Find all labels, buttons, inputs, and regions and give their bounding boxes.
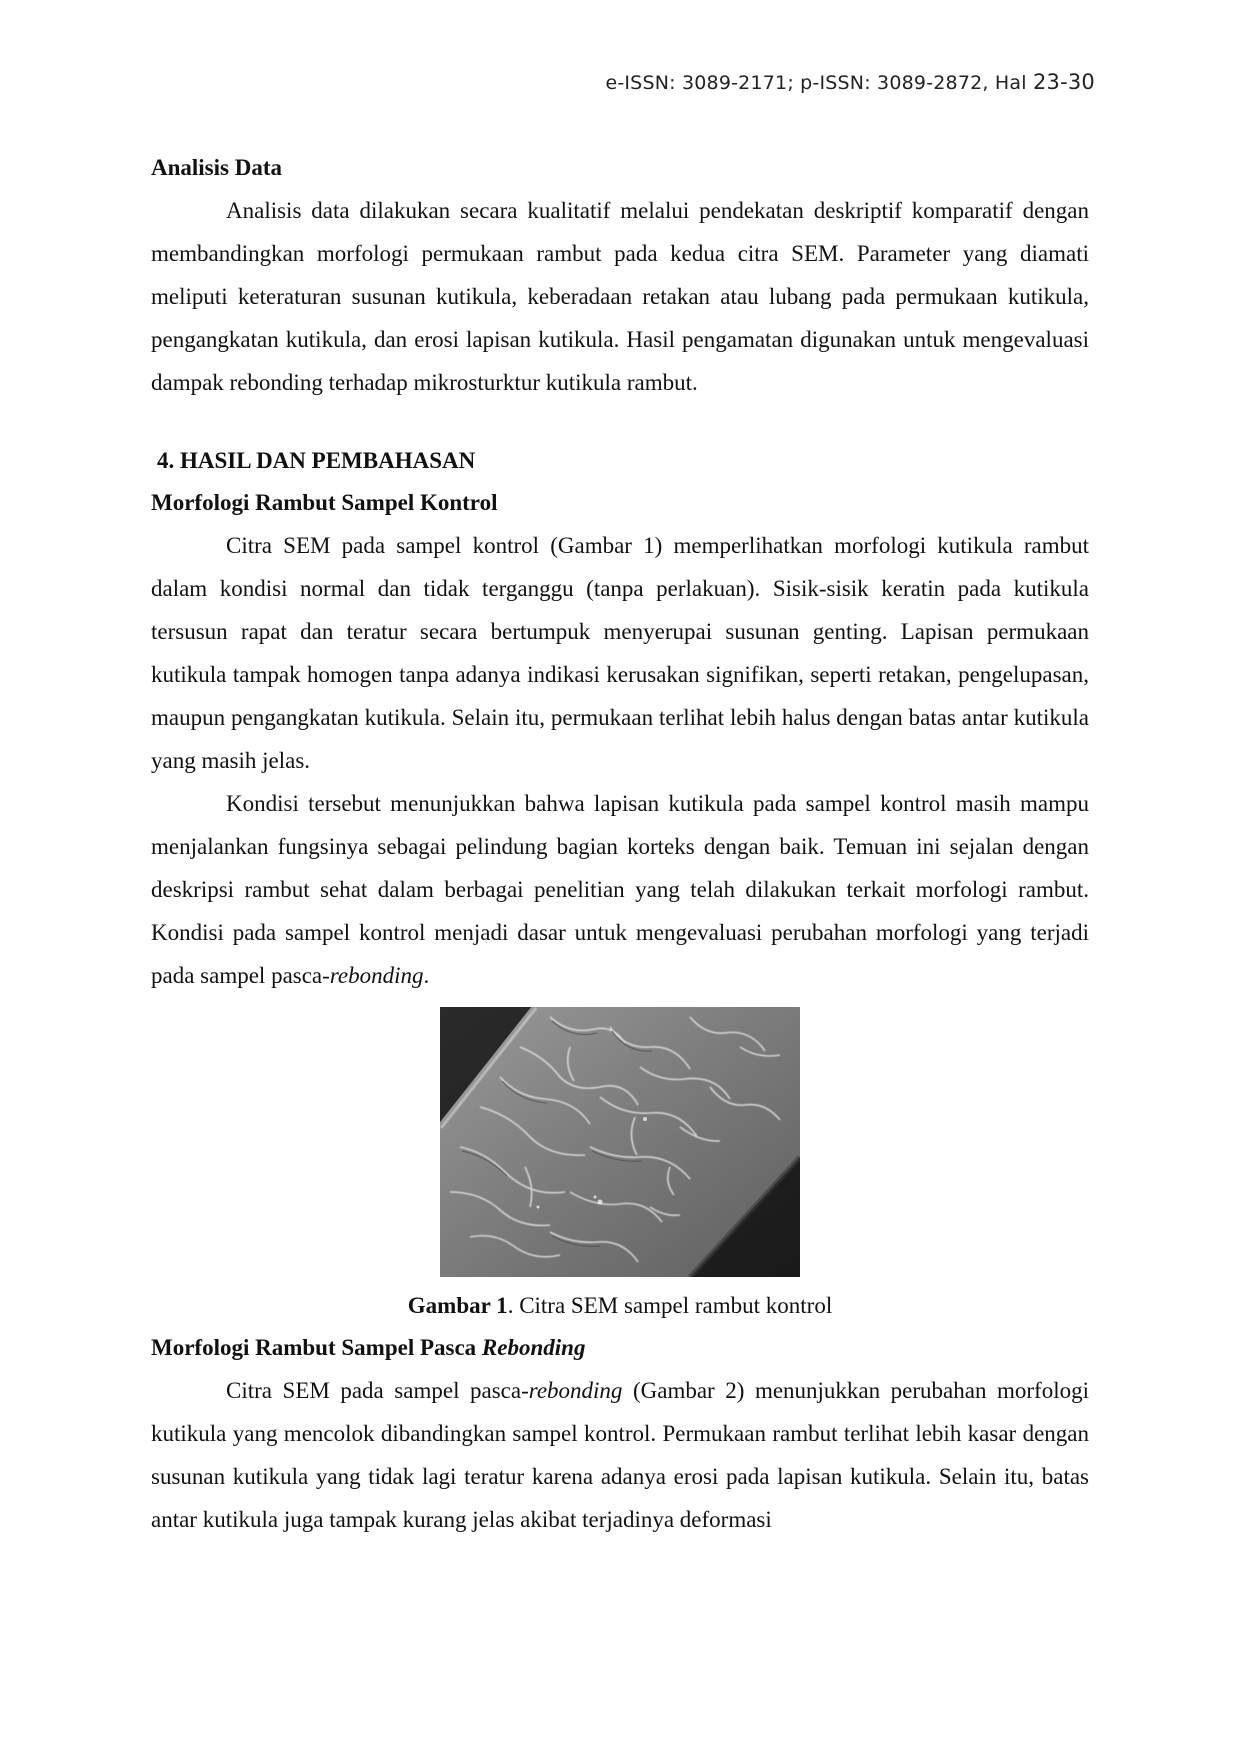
paragraph-kontrol-2-text: Kondisi tersebut menunjukkan bahwa lapisan kutikula pada sampel kontrol masih mampu menjalankan fungsinya sebagai pelindung bagian korteks dengan baik. Temuan ini sejalan dengan deskripsi rambut sehat dalam berbagai penelitian yang telah dilakukan terkait morfologi rambut. Kondisi pada sampel kontrol menjadi dasar untuk mengevaluasi perubahan morfologi yang terjadi pada sampel pasca- — [151, 791, 1089, 988]
heading-rebonding-italic: Rebonding — [481, 1335, 586, 1360]
figure-1-caption-text: . Citra SEM sampel rambut kontrol — [507, 1293, 833, 1318]
heading-kontrol: Morfologi Rambut Sampel Kontrol — [151, 490, 498, 515]
running-header — [605, 70, 1095, 94]
paragraph-rebonding-italic: rebonding — [528, 1378, 623, 1403]
sem-micrograph — [440, 1007, 800, 1277]
figure-1-label: Gambar 1 — [407, 1293, 508, 1318]
paragraph-kontrol-1: Citra SEM pada sampel kontrol (Gambar 1) memperlihatkan morfologi kutikula rambut dalam kondisi normal dan tidak terganggu (tanpa perlakuan). Sisik-sisik keratin pada kutikula tersusun rapat dan teratur secara bertumpuk menyerupai susunan genting. Lapisan permukaan kutikula tampak homogen tanpa adanya indikasi kerusakan signifikan, seperti retakan, pengelupasan, maupun pengangkatan kutikula. Selain itu, permukaan terlihat lebih halus dengan batas antar kutikula yang masih jelas. — [151, 533, 1089, 773]
main-content — [151, 147, 1089, 1541]
figure-1-caption — [151, 1285, 1089, 1327]
heading-analisis-data: Analisis Data — [151, 155, 282, 180]
paragraph-rebonding-rest: (Gambar 2) menunjukkan perubahan morfologi kutikula yang mencolok dibandingkan sampel kontrol. Permukaan rambut terlihat lebih kasar dengan susunan kutikula yang tidak lagi teratur karena adanya erosi pada lapisan kutikula. Selain itu, batas antar kutikula juga tampak kurang jelas akibat terjadinya deformasi — [151, 1378, 1089, 1532]
paragraph-analisis: Analisis data dilakukan secara kualitatif melalui pendekatan deskriptif komparatif dengan membandingkan morfologi permukaan rambut pada kedua citra SEM. Parameter yang diamati meliputi keteraturan susunan kutikula, keberadaan retakan atau lubang pada permukaan kutikula, pengangkatan kutikula, dan erosi lapisan kutikula. Hasil pengamatan digunakan untuk mengevaluasi dampak rebonding terhadap mikrosturktur kutikula rambut. — [151, 198, 1089, 395]
heading-rebonding-text: Morfologi Rambut Sampel Pasca — [151, 1335, 482, 1360]
heading-rebonding — [151, 1327, 1089, 1369]
paragraph-rebonding-start: Citra SEM pada sampel pasca- — [226, 1378, 529, 1403]
figure-1-sem-image — [440, 1007, 800, 1277]
paragraph-kontrol-2-end: . — [423, 963, 430, 988]
paragraph-rebonding — [151, 1369, 1089, 1541]
paragraph-kontrol-2-italic: rebonding — [329, 963, 424, 988]
paragraph-kontrol-2 — [151, 782, 1089, 997]
spacer — [151, 404, 1089, 440]
issn-text: e-ISSN: 3089-2171; p-ISSN: 3089-2872, Hal — [605, 72, 1027, 94]
page-range: 23-30 — [1032, 70, 1095, 94]
section-title-hasil: 4. HASIL DAN PEMBAHASAN — [157, 448, 476, 473]
